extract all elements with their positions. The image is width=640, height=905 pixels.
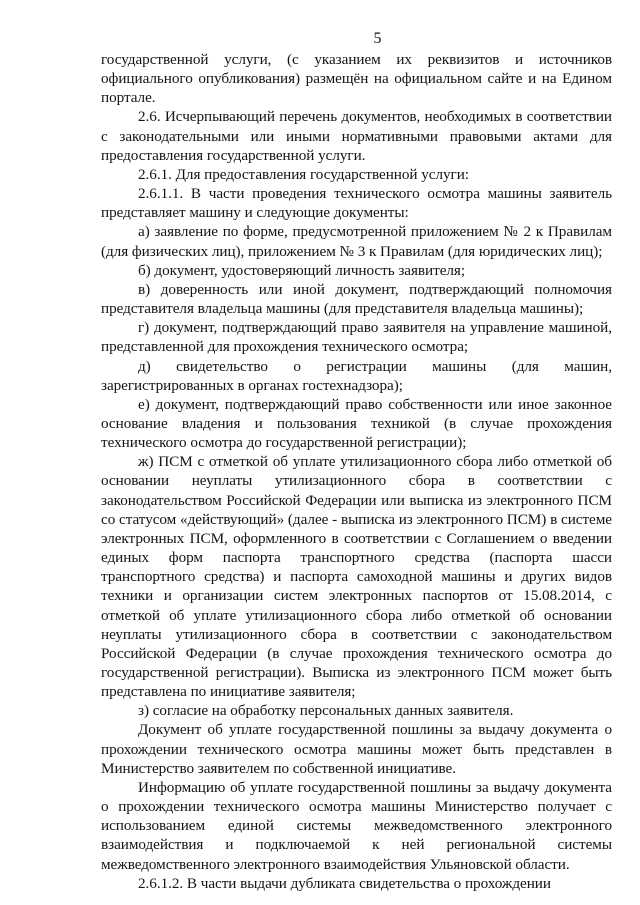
paragraph-fee-document: Документ об уплате государственной пошлины за выдачу документа о прохождении технического осмотра машины может быть представлен в Министерство заявителем по собственной инициативе. <box>101 721 612 777</box>
paragraph-3: 2.6.1. Для предоставления государственной услуги: <box>138 165 469 183</box>
paragraph-fee-information: Информацию об уплате государственной пошлины за выдачу документа о прохождении технического осмотра машины Министерство получает с использованием единой системы межведомственного электронного взаимодействия и подключаемой к ней региональной системы межведомственного электронного взаимодействия Ульяновской области. <box>101 778 612 873</box>
paragraph-4: 2.6.1.1. В части проведения технического осмотра машины заявитель представляет машину и следующие документы: <box>101 185 612 222</box>
paragraph-duplicate: 2.6.1.2. В части выдачи дубликата свидетельства о прохождении <box>138 874 551 892</box>
list-item-g: г) документ, подтверждающий право заявителя на управление машиной, представленной для прохождения технического осмотра; <box>101 319 612 356</box>
paragraph-1: государственной услуги, (с указанием их реквизитов и источников официального опубликования) размещён на официальном сайте и на Едином портале. <box>101 51 612 107</box>
document-body <box>101 50 612 893</box>
list-item-v: в) доверенность или иной документ, подтверждающий полномочия представителя владельца машины (для представителя владельца машины); <box>101 280 612 318</box>
page-number: 5 <box>373 30 382 47</box>
list-item-zh: ж) ПСМ с отметкой об уплате утилизационного сбора либо отметкой об основании неуплаты утилизационного сбора в соответствии с законодательством Российской Федерации или выписка из электронного ПСМ со статусом «действующий» (далее - выписка из электронного ПСМ) в системе электронных ПСМ, оформленного в соответствии с Соглашением о введении единых форм паспорта транспортного средства (паспорта шасси транспортного средства) и паспорта самоходной машины и других видов техники и организации систем электронных паспортов от 15.08.2014, с отметкой об уплате утилизационного сбора либо отметкой об основании неуплаты утилизационного сбора в соответствии с законодательством Российской Федерации (в случае прохождения технического осмотра до государственной регистрации). Выписка из электронного ПСМ может быть представлена по инициативе заявителя; <box>101 453 612 701</box>
list-item-b: б) документ, удостоверяющий личность заявителя; <box>138 261 466 279</box>
paragraph-2: 2.6. Исчерпывающий перечень документов, необходимых в соответствии с законодательными или иными нормативными правовыми актами для предоставления государственной услуги. <box>101 108 612 164</box>
list-item-z: з) согласие на обработку персональных данных заявителя. <box>138 702 514 720</box>
list-item-d: д) свидетельство о регистрации машины (для машин, зарегистрированных в органах гостехнадзора); <box>101 357 612 394</box>
list-item-e: е) документ, подтверждающий право собственности или иное законное основание владения и пользования техникой (в случае прохождения технического осмотра до государственной регистрации); <box>101 395 612 452</box>
list-item-a: а) заявление по форме, предусмотренной приложением № 2 к Правилам (для физических лиц), приложением № 3 к Правилам (для юридических лиц); <box>101 223 612 260</box>
